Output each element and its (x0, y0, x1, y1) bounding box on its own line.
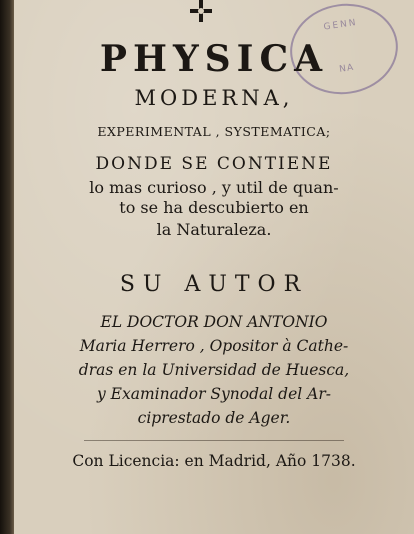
cross-icon (188, 0, 214, 24)
author-line-2: Maria Herrero , Opositor à Cathe- (79, 337, 349, 355)
content-line-1: lo mas curioso , y util de quan- (89, 178, 339, 197)
title-line-2: MODERNA, (134, 86, 294, 110)
author-heading: SU AUTOR (119, 272, 309, 297)
divider (84, 440, 344, 441)
stamp-text-top: GENN (323, 17, 359, 33)
content-heading: DONDE SE CONTIENE (95, 154, 333, 174)
title-line-1: PHYSICA (99, 38, 329, 80)
title-page (14, 0, 414, 534)
stamp-text-bottom: NA (338, 62, 355, 75)
author-line-4: y Examinador Synodal del Ar- (96, 385, 331, 403)
content-line-2: to se ha descubierto en (119, 198, 309, 217)
subtitle: EXPERIMENTAL , SYSTEMATICA; (97, 124, 331, 139)
author-line-5: ciprestado de Ager. (137, 409, 291, 427)
author-line-1: EL DOCTOR DON ANTONIO (100, 313, 328, 331)
author-line-3: dras en la Universidad de Huesca, (78, 361, 350, 379)
imprint: Con Licencia: en Madrid, Año 1738. (72, 452, 356, 470)
book-spine-shadow (0, 0, 14, 534)
content-line-3: la Naturaleza. (156, 220, 272, 239)
